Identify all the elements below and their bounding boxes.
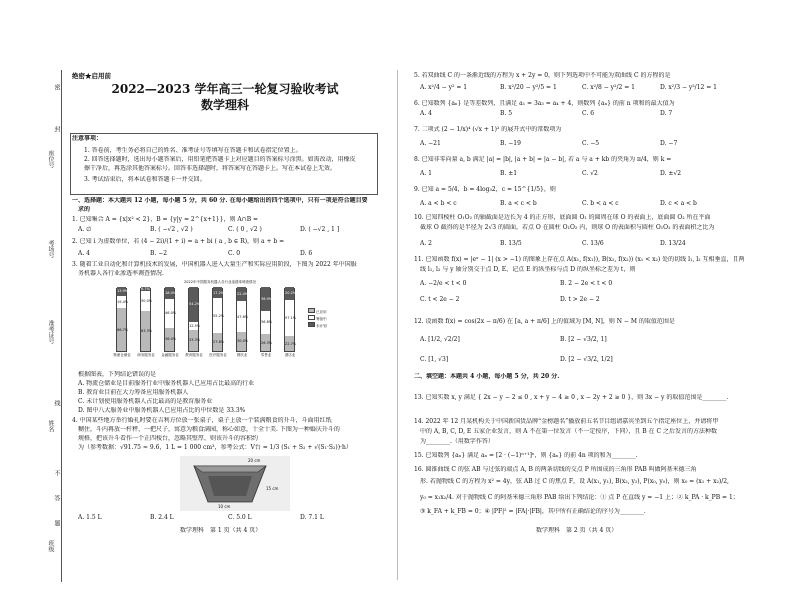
bar-2 <box>164 288 175 352</box>
bar-segment-已应用 <box>213 333 225 351</box>
q11-option-a: A. −2/e < t < 0 <box>420 280 467 287</box>
q2-option-d: D. 6 <box>300 250 313 257</box>
bar-chart <box>110 280 330 366</box>
q1-option-b: B. ( −√2 , √2 ) <box>150 226 193 233</box>
bar-segment-已应用 <box>261 334 273 351</box>
bar-data-label: 30.0% <box>141 298 153 303</box>
notice-item-3: 3. 考试结束后，将本试卷和答题卡一并交回。 <box>84 176 206 183</box>
bar-7 <box>284 288 295 352</box>
q12-option-c: C. [1, √3] <box>420 356 449 363</box>
q5-stem: 5. 若双曲线 C 的一条渐近线的方程为 x + 2y = 0，则下列选项中不可能为双曲线 C 的方程的是 <box>414 72 671 79</box>
q1-option-c: C. ( 0 , √2 ) <box>228 226 262 233</box>
bar-segment-筹备中 <box>189 322 201 330</box>
q9-option-c: C. b < a < c <box>582 200 619 207</box>
q4-option-d: D. 7.1 L <box>300 514 324 521</box>
bar-segment-筹备中 <box>165 299 177 328</box>
bar-segment-筹备中 <box>285 300 297 337</box>
q5-option-d: D. x²/3 − y²/12 = 1 <box>660 84 717 91</box>
section1-heading: 一、选择题：本大题共 12 小题，每小题 5 分，共 60 分. 在每小题给出的四个选项中，只有一项是符合题目要 <box>72 197 368 204</box>
q9-stem: 9. 已知 a = 5/4，b = 4log₃2，c = 15^{1/5}，则 <box>414 186 556 193</box>
strip-problem-mark: 题 <box>53 520 60 526</box>
column-divider <box>397 70 398 580</box>
q8-option-a: A. 1 <box>420 170 432 177</box>
figure-bottom-label: 10 cm <box>218 504 231 509</box>
bar-data-label: 55.2% <box>213 313 225 318</box>
q11-option-b: B. 2 − 2e < t < 0 <box>560 280 613 287</box>
q6-option-b: B. 5 <box>500 110 513 117</box>
bar-data-label: 47.6% <box>237 314 249 319</box>
q12-option-b: B. [2 − √3/2, 1] <box>560 336 607 343</box>
q7-option-c: C. −5 <box>582 140 600 147</box>
q4-option-b: B. 2.4 L <box>150 514 174 521</box>
bar-data-label: 36.0% <box>165 337 177 342</box>
seat-number-label: 座位号 <box>47 150 54 168</box>
q1-stem: 1. 已知集合 A = {x|x² < 2}，B = {y|y = 2^{x+1}}，则 A∩B = <box>72 216 259 223</box>
q7-stem: 7. 二项式 (2 − 1/x)⁴ (√x + 1)² 的展开式中的常数项为 <box>414 126 562 133</box>
bar-5 <box>236 288 247 352</box>
bar-data-label: 33.3% <box>189 338 201 343</box>
bar-0 <box>116 288 127 352</box>
exam-subject: 数学理科 <box>200 98 249 112</box>
bar-segment-已应用 <box>165 328 177 351</box>
x-tick-label: 零售业 <box>260 353 272 357</box>
bar-data-label: 57.1% <box>285 316 297 321</box>
chart-legend <box>308 308 332 329</box>
bar-data-label: 22.7% <box>285 341 297 346</box>
exam-title: 2022—2023 学年高三一轮复习验收考试 <box>111 82 339 96</box>
q6-option-a: A. 4 <box>420 110 432 117</box>
q7-option-b: B. −19 <box>500 140 521 147</box>
bar-6 <box>260 288 271 352</box>
frustum-drawing <box>180 456 290 511</box>
bar-segment-筹备中 <box>213 298 225 333</box>
q1-option-d: D. ( −√2 , 1 ] <box>300 226 340 233</box>
bar-segment-未计划 <box>213 287 225 298</box>
bar-data-label: 22.4% <box>237 292 249 297</box>
q3-prompt: 根据图表，下列结论错误的是 <box>78 371 157 378</box>
chart-plot-area <box>110 288 310 352</box>
q8-option-b: B. ±1 <box>500 170 518 177</box>
strip-seal-top: 密 <box>53 84 60 90</box>
bar-data-label: 6.7% <box>141 287 150 292</box>
x-tick-label: 酒店业 <box>284 353 296 357</box>
bar-data-label: 54.2% <box>189 302 201 307</box>
q15-stem: 15. 已知数列 {aₙ} 满足 aₙ = [2 · (−1)ⁿ⁺¹]ⁿ，则 {aₙ} 的前 4n 项的和为________. <box>414 452 638 459</box>
q4-stem: 4. 中国某些地方举行婚礼时要在吉利方位放一张桌子，桌子上放一个装满粮食的升斗，斗面用红纸 <box>72 417 332 424</box>
bar-data-label: 26.3% <box>261 340 273 345</box>
bar-segment-未计划 <box>141 287 150 291</box>
bar-4 <box>212 288 223 352</box>
q11-stem-cont: 线 l₁, l₂ 与 y 轴分别交于点 D, E，记点 E 的纵坐标与点 D 的纵坐标之差为 t，则 <box>420 266 636 273</box>
q4-stem-2: 糊住，斗内再放一杆秤、一把尺子，寓意为粮食满园，称心如意，十全十美. 下图为一种婚庆升斗的 <box>78 426 340 433</box>
bar-data-label: 36.9% <box>261 296 273 301</box>
figure-top-label: 20 cm <box>248 458 261 463</box>
q10-option-b: B. 13/5 <box>500 240 522 247</box>
q5-option-b: B. x²/20 − y²/5 = 1 <box>500 84 557 91</box>
q4-option-c: C. 5.0 L <box>228 514 252 521</box>
q6-option-c: C. 6 <box>582 110 595 117</box>
q6-option-d: D. 7 <box>660 110 673 117</box>
page2-footer: 数学理科 第 2 页（共 4 页） <box>536 527 618 534</box>
notice-item-2b: 擦干净后，再选涂其他答案标号。回答非选择题时，将答案写在答题卡上。写在本试卷上无效。 <box>84 165 337 172</box>
secret-mark: 绝密★启用前 <box>72 72 111 80</box>
notice-item-2: 2. 回答选择题时，选出每小题答案后，用铅笔把答题卡上对应题目的答案标号涂黑。如需改动，用橡皮 <box>84 156 356 163</box>
q1-option-a: A. ∅ <box>78 226 92 233</box>
class-label: 班级 <box>47 540 54 552</box>
q3-option-a: A. 物流仓储业是目前服务行业中服务机器人已应用占比最高的行业 <box>78 380 255 387</box>
bar-data-label: 27.6% <box>213 340 225 345</box>
strip-line-mark: 线 <box>53 400 60 406</box>
ticket-number-label: 准考证号 <box>47 320 54 344</box>
bar-data-label: 46.0% <box>165 311 177 316</box>
q3-stem: 3. 随着工业自动化和计算机技术的发展，中国机器人进入大量生产和实际应用阶段，下图为 2022 年中国服 <box>72 261 357 268</box>
q8-option-c: C. √2 <box>582 170 598 177</box>
section2-heading: 二、填空题：本题共 4 小题，每小题 5 分，共 20 分. <box>414 373 560 380</box>
x-tick-label: 餐饮业 <box>236 353 248 357</box>
x-tick-label: 金融服务业 <box>161 353 179 357</box>
bar-segment-筹备中 <box>117 296 129 308</box>
q6-stem: 6. 已知数列 {aₙ} 是等差数列，且满足 a₁ = 3a₃ = a₄ + 4，则数列 {aₙ} 的前 n 项和的最大值为 <box>414 100 675 107</box>
q11-option-d: D. t > 2e − 2 <box>560 296 600 303</box>
q8-option-d: D. ±√2 <box>660 170 682 177</box>
chart-x-axis <box>110 353 310 361</box>
bar-data-label: 63.3% <box>141 328 153 333</box>
q4-option-a: A. 1.5 L <box>78 514 102 521</box>
bar-data-label: 66.7% <box>117 327 129 332</box>
binding-strip <box>38 70 62 582</box>
q11-stem: 11. 已知函数 f(x) = |eˣ − 1| (x > −1) 的图象上存在点 A(x₁, f(x₁)), B(x₂, f(x₂)) (x₁ < x₂) 处的切线 l₁, l₂ 互相垂直，且两 <box>414 256 745 263</box>
q16-stem-2: 形. 若抛物线 C 的方程为 x² = 4y，弦 AB 过 C 的焦点 F，设 A(x₁, y₁), B(x₂, y₂), P(x₀, y₀)，则 x₀ = (x₁ + x₂)/2, <box>420 478 729 485</box>
legend-item-applied: 已应用 <box>308 308 332 315</box>
q10-option-d: D. 13/24 <box>660 240 686 247</box>
q9-option-d: D. c < a < b <box>660 200 697 207</box>
strip-answer-mark: 答 <box>53 495 60 501</box>
q8-stem: 8. 已知非零向量 a, b 满足 |a| = |b|, |a + b| = |a − b|, 若 a 与 a + kb 的夹角为 π/4，则 k = <box>414 156 672 163</box>
q10-stem-cont: 截球 O 截得的是半径为 2√3 的圆面，若点 O 在圆柱 O₁O₂ 内，则球 O 的表面积与圆柱 O₁O₂ 的表面积之比为 <box>420 224 715 231</box>
q10-stem: 10. 已知四棱柱 O₁O₂ 的轴截面是边长为 4 的正方形，底面圆 O₁ 的圆周在球 O 的表面上，底面圆 O₂ 所在平面 <box>414 214 711 221</box>
bar-segment-未计划 <box>165 287 177 299</box>
strip-no-mark: 不 <box>53 470 60 476</box>
q2-option-b: B. −2 <box>150 250 168 257</box>
q12-option-a: A. [1/2, √2/2] <box>420 336 460 343</box>
legend-item-unplanned: 未计划 <box>308 322 332 329</box>
x-tick-label: 医疗服务业 <box>209 353 227 357</box>
bar-segment-筹备中 <box>261 311 273 335</box>
figure-slant-label: 15 cm <box>266 486 279 491</box>
notice-title: 注意事项： <box>72 135 103 142</box>
q7-option-a: A. −21 <box>420 140 441 147</box>
q11-option-c: C. t < 2e − 2 <box>420 296 460 303</box>
x-tick-label: 商务服务业 <box>137 353 155 357</box>
frustum-figure <box>180 456 290 511</box>
bar-segment-未计划 <box>285 287 297 300</box>
bar-segment-未计划 <box>237 287 249 301</box>
bar-data-label: 17.2% <box>213 290 225 295</box>
bar-data-label: 19.4% <box>117 300 129 305</box>
notice-item-1: 1. 答卷前，考生务必将自己的姓名、准考证号等填写在答题卡和试卷指定位置上。 <box>84 147 302 154</box>
bar-segment-已应用 <box>189 330 201 351</box>
bar-data-label: 13.9% <box>117 289 129 294</box>
bar-segment-未计划 <box>117 287 129 296</box>
bar-data-label: 20.2% <box>285 291 297 296</box>
bar-data-label: 30.0% <box>237 339 249 344</box>
q2-option-a: A. 4 <box>78 250 90 257</box>
q12-option-d: D. [2 − √3/2, 1/2] <box>560 356 613 363</box>
exam-room-label: 考场号 <box>47 240 54 258</box>
q2-stem: 2. 已知 i 为虚数单位，若 (4 − 2i)/(1 + i) = a + bi ( a , b ∈ R)，则 a + b = <box>72 238 285 245</box>
q9-option-b: B. a < c < b <box>500 200 537 207</box>
bar-segment-未计划 <box>189 287 201 322</box>
chart-title: 2022年中国服务机器人各行业渗透率调查情况 <box>184 280 256 284</box>
q7-option-d: D. −7 <box>660 140 678 147</box>
page1-footer: 数学理科 第 1 页（共 4 页） <box>180 527 262 534</box>
q14-stem-2: 中的 A, B, C, D, E 五家企业发言，则 A 不在第一位发言（不一定按序，下同），且 B 在 C 之后发言的方法种数 <box>420 428 717 435</box>
x-tick-label: 物流仓储业 <box>113 353 131 357</box>
bar-segment-筹备中 <box>141 291 153 310</box>
q2-option-c: C. 0 <box>228 250 241 257</box>
q16-stem-3: y₀ = x₁x₂/4. 对于抛物线 C 的阿基米德三角形 PAB 给出下列结论：① 点 P 在直线 y = −1 上；② k_PA · k_PB = 1； <box>420 494 739 501</box>
x-tick-label: 教育服务业 <box>185 353 203 357</box>
q16-stem-4: ③ k_FA + k_FB = 0；④ |PF|² = |FA|·|FB|，其中所有正确结论的序号为________. <box>420 508 646 515</box>
bar-segment-已应用 <box>285 336 297 351</box>
bar-data-label: 18.0% <box>165 290 177 295</box>
bar-data-label: 36.8% <box>261 320 273 325</box>
q5-option-c: C. x²/8 − y²/2 = 1 <box>582 84 635 91</box>
q14-stem-3: 为________.（用数字作答） <box>420 438 494 445</box>
bar-segment-已应用 <box>237 332 249 351</box>
section1-heading-cont: 求的 <box>78 206 91 213</box>
bar-1 <box>140 288 151 352</box>
q13-stem: 13. 已知实数 x, y 满足 { 2x − y − 2 ≤ 0 , x + y − 4 ≥ 0 , x − 2y + 2 ≥ 0 }，则 3x − y 的取值范围是________. <box>414 394 729 401</box>
legend-item-preparing: 筹备中 <box>308 315 332 322</box>
q4-stem-4: 为（参考数据：√91.75 ≈ 9.6，1 L = 1 000 cm³，参考公式：V台 = 1/3 (S₁ + S₂ + √(S₁·S₂))·h） <box>78 444 352 451</box>
q16-stem: 16. 圆锥曲线 C 的弦 AB 与过弦的端点 A, B 的两条切线的交点 P 所围成的三角形 PAB 叫做阿基米德三角 <box>414 466 697 473</box>
q9-option-a: A. a < b < c <box>420 200 457 207</box>
q3-option-c: C. 未计划使用服务机器人占比最高的是教育服务业 <box>78 398 213 405</box>
bar-data-label: 12.5% <box>189 323 201 328</box>
q3-option-b: B. 教育业目前在大力筹备应用服务机器人 <box>78 389 189 396</box>
bar-segment-已应用 <box>141 311 153 352</box>
q10-option-c: C. 13/6 <box>582 240 604 247</box>
name-label: 姓名 <box>47 420 54 432</box>
q14-stem: 14. 2022 年 12 月某机构关于中国新国货品牌“金榜题名”播放前五名节目组请嘉宾坐到五个指定座位上，并请将甲 <box>414 418 719 425</box>
q3-stem-cont: 务机器人各行业渗透率调查情况. <box>78 270 164 277</box>
q4-stem-3: 规格，把该升斗看作一个正四棱台，忽略其壁厚，则该升斗的容积约 <box>78 435 259 442</box>
bar-segment-已应用 <box>117 308 129 351</box>
bar-3 <box>188 288 199 352</box>
q3-option-d: D. 图中八大服务业中服务机器人已应用占比的中位数是 33.3% <box>78 407 246 414</box>
strip-seal-mark: 封 <box>53 126 60 132</box>
q5-option-a: A. x²/4 − y² = 1 <box>420 84 468 91</box>
q12-stem: 12. 设函数 f(x) = cos(2x − π/6) 在 [a, a + π/6] 上的值域为 [M, N]，则 N − M 的取值范围是 <box>414 318 675 325</box>
q10-option-a: A. 2 <box>420 240 432 247</box>
bar-segment-未计划 <box>261 287 273 311</box>
bar-segment-筹备中 <box>237 301 249 331</box>
notice-box <box>70 133 378 195</box>
